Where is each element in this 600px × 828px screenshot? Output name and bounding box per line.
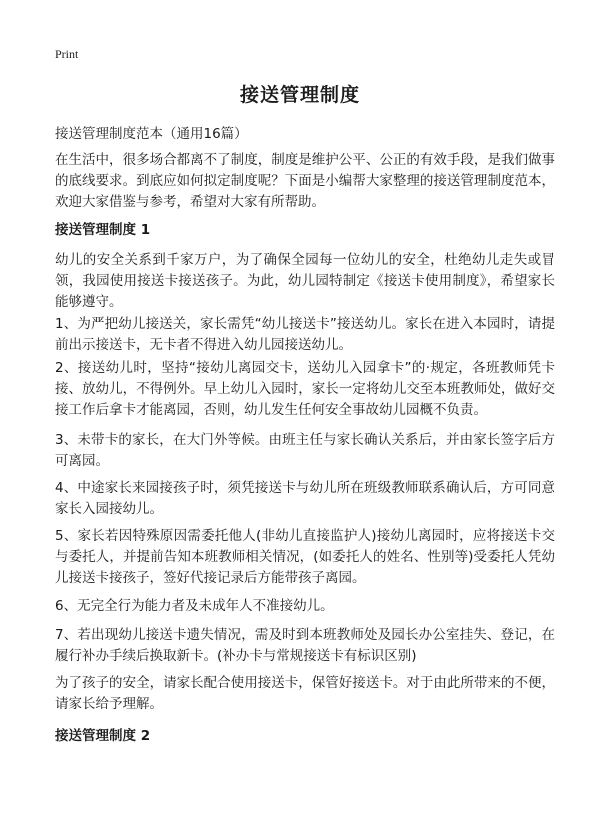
section1-rule-3: 3、未带卡的家长，在大门外等候。由班主任与家长确认关系后，并由家长签字后方可离园。 <box>55 432 555 469</box>
section1-paragraph-0: 幼儿的安全关系到千家万户，为了确保全园每一位幼儿的安全，杜绝幼儿走失或冒领，我园使用接送卡接送孩子。为此，幼儿园特制定《接送卡使用制度》，希望家长能够遵守。 <box>55 252 555 310</box>
document-subtitle: 接送管理制度范本（通用16篇） <box>55 126 248 142</box>
print-link[interactable]: Print <box>55 47 79 61</box>
page-title: 接送管理制度 <box>239 84 360 106</box>
section1-rule-2: 2、接送幼儿时，坚持“接幼儿离园交卡，送幼儿入园拿卡”的·规定，各班教师凭卡接、放幼儿，不得例外。早上幼儿入园时，家长一定将幼儿交至本班教师处，做好交接工作后拿卡才能离园，否则，幼儿发生任何安全事故幼儿园概不负责。 <box>55 360 555 418</box>
section-heading-1: 接送管理制度 1 <box>55 222 151 238</box>
section1-rule-4: 4、中途家长来园接孩子时，须凭接送卡与幼儿所在班级教师联系确认后，方可同意家长入园接幼儿。 <box>55 480 555 517</box>
section1-rule-6: 6、无完全行为能力者及未成年人不准接幼儿。 <box>55 598 334 614</box>
section1-rule-7: 7、若出现幼儿接送卡遗失情况，需及时到本班教师处及园长办公室挂失、登记，在履行补办手续后换取新卡。(补办卡与常规接送卡有标识区别) <box>55 627 555 664</box>
section-heading-2: 接送管理制度 2 <box>55 728 151 744</box>
section1-rule-5: 5、家长若因特殊原因需委托他人(非幼儿直接监护人)接幼儿离园时，应将接送卡交与委托人，并提前告知本班教师相关情况，(如委托人的姓名、性别等)受委托人凭幼儿接送卡接孩子，签好代接记录后方能带孩子离园。 <box>55 528 555 586</box>
section1-closing: 为了孩子的安全，请家长配合使用接送卡，保管好接送卡。对于由此所带来的不便，请家长给予理解。 <box>55 675 555 712</box>
section1-rule-1: 1、为严把幼儿接送关，家长需凭“幼儿接送卡”接送幼儿。家长在进入本园时，请提前出示接送卡，无卡者不得进入幼儿园接送幼儿。 <box>55 316 555 353</box>
intro-paragraph: 在生活中，很多场合都离不了制度，制度是维护公平、公正的有效手段，是我们做事的底线要求。到底应如何拟定制度呢？下面是小编帮大家整理的接送管理制度范本，欢迎大家借鉴与参考，希望对大家有所帮助。 <box>55 152 555 210</box>
